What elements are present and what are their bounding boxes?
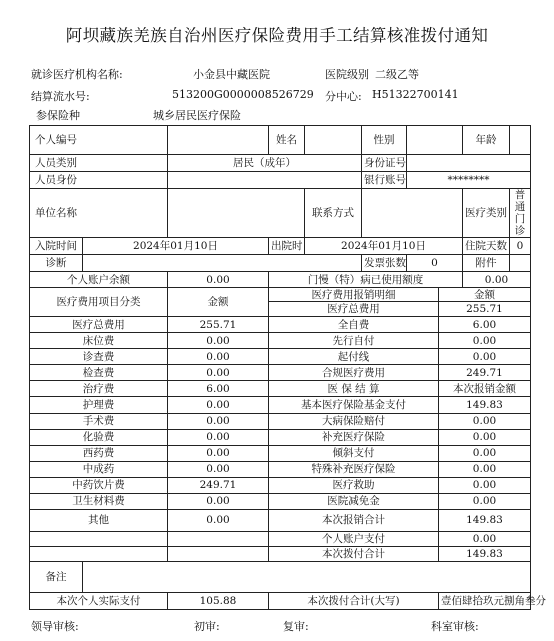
reimbursement-item-amount: 255.71 [439, 302, 531, 317]
invoice-count-value: 0 [407, 255, 463, 272]
age-label: 年龄 [463, 126, 510, 155]
hospital-level-label: 医院级别 [325, 68, 369, 81]
name-value [305, 126, 362, 155]
expense-item-amount: 0.00 [168, 365, 269, 381]
expense-item-amount: 249.71 [168, 477, 269, 493]
hospital-label: 就诊医疗机构名称: [31, 68, 123, 81]
hospital-level-value: 二级乙等 [375, 68, 419, 81]
reimbursement-item-name: 合规医疗费用 [269, 365, 439, 381]
identity-row [30, 172, 531, 189]
expense-category-header: 医疗费用项目分类 [30, 288, 168, 317]
person-id-value [168, 126, 269, 155]
expense-row [30, 493, 531, 509]
reimbursement-item-name: 先行自付 [269, 333, 439, 349]
account-balance-value: 0.00 [168, 272, 269, 288]
expense-row [30, 397, 531, 413]
chronic-quota-label: 门慢（特）病已使用额度 [269, 272, 463, 288]
contact-value [362, 189, 463, 238]
admission-date-value: 2024年01月10日 [83, 238, 269, 255]
expense-item-amount: 255.71 [168, 317, 269, 333]
reimbursement-item-amount: 0.00 [439, 429, 531, 445]
medical-category-label: 医疗类别 [463, 189, 510, 238]
settlement-amount-label: 本次报销金额 [439, 381, 531, 397]
reimbursement-item-name: 医院减免金 [269, 493, 439, 509]
expense-item-name: 其他 [30, 509, 168, 531]
stay-days-value: 0 [510, 238, 531, 255]
expense-row [30, 365, 531, 381]
reimbursement-item-amount: 149.83 [439, 397, 531, 413]
expense-row [30, 477, 531, 493]
self-pay-label: 本次个人实际支付 [30, 592, 168, 609]
bank-account-value: ******** [407, 172, 531, 189]
expense-item-name: 化验费 [30, 429, 168, 445]
reimbursement-item-amount: 149.83 [439, 509, 531, 531]
stay-days-label: 住院天数 [463, 238, 510, 255]
reimbursement-item-amount: 0.00 [439, 349, 531, 365]
expense-item-amount: 0.00 [168, 349, 269, 365]
invoice-count-label: 发票张数 [362, 255, 407, 272]
expense-item-empty [30, 531, 168, 546]
expense-item-empty [30, 546, 168, 561]
expense-item-amount: 0.00 [168, 493, 269, 509]
unit-row [30, 189, 531, 238]
sub-center-label: 分中心: [325, 90, 362, 103]
reimbursement-item-amount: 0.00 [439, 413, 531, 429]
person-category-label: 人员类别 [30, 155, 168, 172]
remarks-label: 备注 [30, 561, 83, 592]
expense-row [30, 461, 531, 477]
unit-name-label: 单位名称 [30, 189, 168, 238]
reimbursement-amount-header: 金额 [439, 288, 531, 302]
expense-item-name: 治疗费 [30, 381, 168, 397]
category-row [30, 155, 531, 172]
id-card-label: 身份证号 [362, 155, 407, 172]
person-identity-label: 人员身份 [30, 172, 168, 189]
reimbursement-item-amount: 249.71 [439, 365, 531, 381]
name-label: 姓名 [269, 126, 305, 155]
person-category-value: 居民（成年） [168, 155, 362, 172]
account-row [30, 272, 531, 288]
expense-item-amount: 0.00 [168, 509, 269, 531]
id-card-value [407, 155, 531, 172]
reimbursement-item-name: 起付线 [269, 349, 439, 365]
person-id-label: 个人编号 [30, 126, 168, 155]
expense-item-amount: 0.00 [168, 333, 269, 349]
reimbursement-item-name: 特殊补充医疗保险 [269, 461, 439, 477]
expense-item-name: 手术费 [30, 413, 168, 429]
admission-date-label: 入院时间 [30, 238, 83, 255]
reimbursement-item-amount: 149.83 [439, 546, 531, 561]
reimbursement-item-amount: 0.00 [439, 461, 531, 477]
reimbursement-item-name: 本次报销合计 [269, 509, 439, 531]
settlement-section-label: 医 保 结 算 [269, 381, 439, 397]
insurance-type-value: 城乡居民医疗保险 [153, 109, 241, 122]
expense-row [30, 429, 531, 445]
self-pay-value: 105.88 [168, 592, 269, 609]
expense-row [30, 317, 531, 333]
serial-number-value: 513200G0000008526729 [172, 88, 314, 101]
first-review-label: 初审: [194, 620, 220, 633]
expense-row [30, 413, 531, 429]
attachment-value [510, 255, 531, 272]
expense-item-name: 检查费 [30, 365, 168, 381]
expense-row [30, 509, 531, 531]
person-id-row [30, 126, 531, 155]
gender-label: 性别 [362, 126, 407, 155]
expense-item-amount: 0.00 [168, 445, 269, 461]
remarks-value [83, 561, 531, 592]
expense-item-amount: 0.00 [168, 397, 269, 413]
expense-item-amount: 0.00 [168, 413, 269, 429]
expense-item-name: 中药饮片费 [30, 477, 168, 493]
gender-value [407, 126, 463, 155]
diagnosis-label: 诊断 [30, 255, 83, 272]
expense-item-name: 护理费 [30, 397, 168, 413]
reimbursement-item-amount: 0.00 [439, 333, 531, 349]
expense-item-name: 西药费 [30, 445, 168, 461]
expense-row [30, 445, 531, 461]
diagnosis-row [30, 255, 531, 272]
hospital-value: 小金县中藏医院 [193, 68, 270, 81]
reimbursement-item-name: 医疗总费用 [269, 302, 439, 317]
attachment-label: 附件 [463, 255, 510, 272]
reimbursement-item-amount: 0.00 [439, 493, 531, 509]
unit-name-value [168, 189, 305, 238]
expense-header-row [30, 288, 531, 302]
department-review-label: 科室审核: [431, 620, 479, 633]
payout-total-caps-label: 本次拨付合计(大写) [269, 592, 439, 609]
expense-row [30, 349, 531, 365]
insurance-type-label: 参保险种 [36, 109, 80, 122]
expense-row [30, 333, 531, 349]
reimbursement-row [30, 531, 531, 546]
remarks-row [30, 561, 531, 592]
expense-item-name: 卫生材料费 [30, 493, 168, 509]
discharge-date-label: 出院时 [269, 238, 305, 255]
expense-item-name: 床位费 [30, 333, 168, 349]
diagnosis-value [83, 255, 362, 272]
expense-item-amount: 0.00 [168, 429, 269, 445]
bank-account-label: 银行账号 [362, 172, 407, 189]
reimbursement-item-name: 个人账户支付 [269, 531, 439, 546]
discharge-date-value: 2024年01月10日 [305, 238, 463, 255]
reimbursement-item-name: 倾斜支付 [269, 445, 439, 461]
person-identity-value [168, 172, 362, 189]
reimbursement-item-name: 医疗救助 [269, 477, 439, 493]
medical-category-value: 普通门诊 [510, 189, 531, 238]
expense-amount-empty [168, 531, 269, 546]
chronic-quota-value: 0.00 [463, 272, 531, 288]
expense-item-name: 中成药 [30, 461, 168, 477]
expense-amount-header: 金额 [168, 288, 269, 317]
second-review-label: 复审: [283, 620, 309, 633]
expense-row [30, 381, 531, 397]
expense-item-amount: 6.00 [168, 381, 269, 397]
document-title: 阿坝藏族羌族自治州医疗保险费用手工结算核准拨付通知 [65, 26, 489, 45]
payout-total-caps-value: 壹佰肆拾玖元捌角叁分 [439, 592, 531, 609]
expense-item-name: 医疗总费用 [30, 317, 168, 333]
reimbursement-item-name: 本次拨付合计 [269, 546, 439, 561]
contact-label: 联系方式 [305, 189, 362, 238]
reimbursement-item-name: 全自费 [269, 317, 439, 333]
expense-amount-empty [168, 546, 269, 561]
expense-item-name: 诊查费 [30, 349, 168, 365]
reimbursement-item-amount: 6.00 [439, 317, 531, 333]
totals-row [30, 592, 531, 609]
reimbursement-item-name: 基本医疗保险基金支付 [269, 397, 439, 413]
reimbursement-item-amount: 0.00 [439, 531, 531, 546]
settlement-form [29, 125, 546, 610]
sub-center-value: H51322700141 [372, 88, 459, 101]
settlement-table [29, 125, 546, 610]
leader-review-label: 领导审核: [31, 620, 79, 633]
reimbursement-item-amount: 0.00 [439, 477, 531, 493]
reimbursement-row [30, 546, 531, 561]
age-value [510, 126, 531, 155]
reimbursement-detail-header: 医疗费用报销明细 [269, 288, 439, 302]
reimbursement-item-name: 大病保险赔付 [269, 413, 439, 429]
reimbursement-item-name: 补充医疗保险 [269, 429, 439, 445]
account-balance-label: 个人账户余额 [30, 272, 168, 288]
admission-row [30, 238, 531, 255]
serial-number-label: 结算流水号: [31, 90, 90, 103]
expense-item-amount: 0.00 [168, 461, 269, 477]
reimbursement-item-amount: 0.00 [439, 445, 531, 461]
